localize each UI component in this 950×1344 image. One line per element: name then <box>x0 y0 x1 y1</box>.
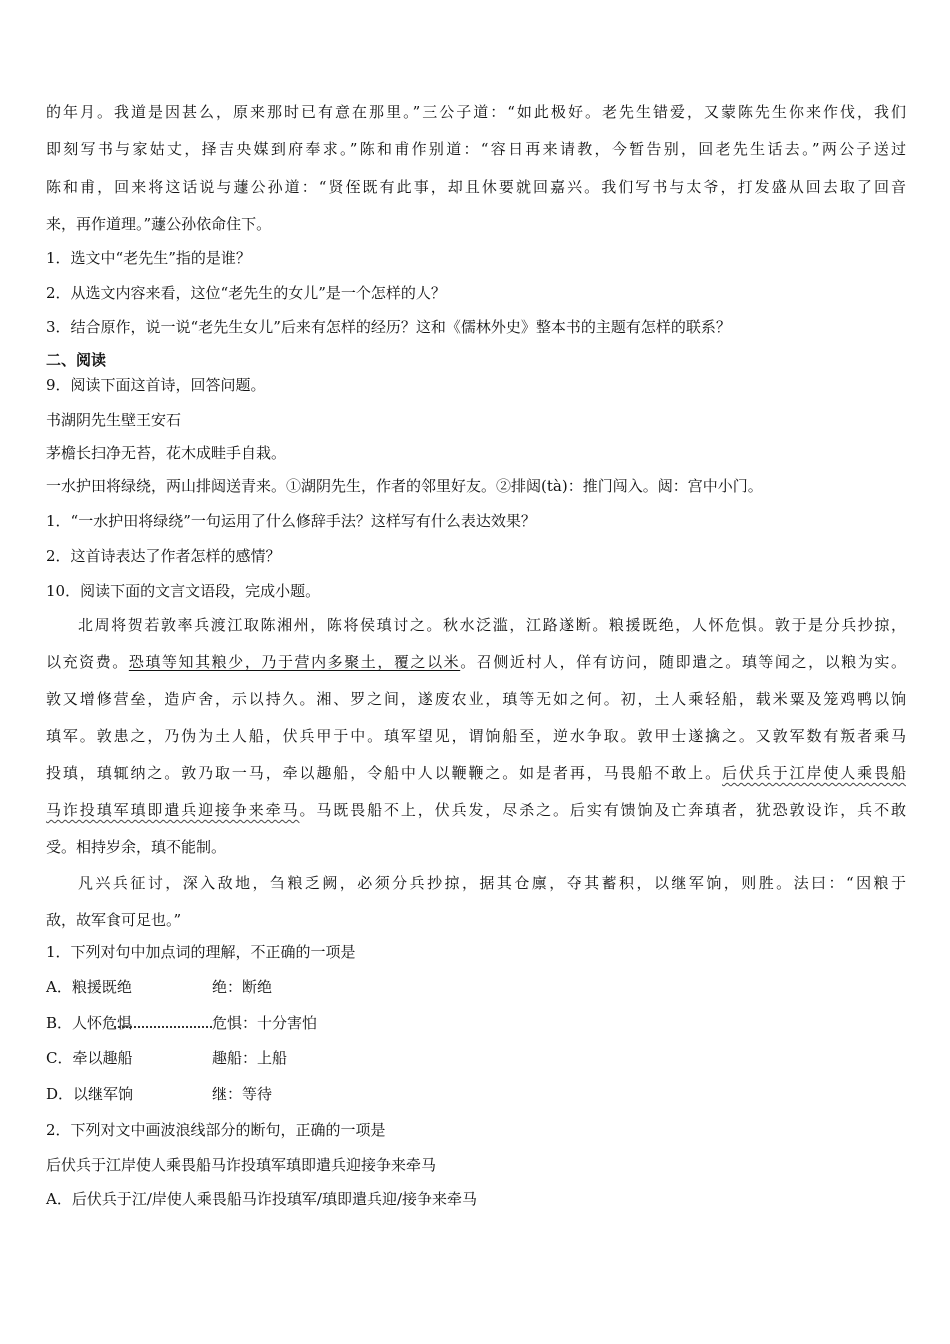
option-label: A．粮援既绝 <box>46 978 132 996</box>
wavy-underlined-text: 后伏兵于江岸使人乘畏船 <box>721 764 906 782</box>
passage-line: 敌，故军食可足也。” <box>46 911 182 929</box>
question-item: 1．下列对句中加点词的理解，不正确的一项是 <box>46 943 356 961</box>
option-gloss: 趣船：上船 <box>212 1049 288 1067</box>
passage-line <box>46 763 906 783</box>
passage-line: 即刻写书与家姑丈，择吉央媒到府奉求。”陈和甫作别道：“容日再来请教，今暂告别，回老先生话去。”两公子送过 <box>46 140 906 158</box>
question-item: 1．“一水护田将绿绕”一句运用了什么修辞手法？这样写有什么表达效果？ <box>46 512 536 530</box>
passage-line: 的年月。我道是因甚么，原来那时已有意在那里。”三公子道：“如此极好。老先生错爱，又蒙陈先生你来作伐，我们 <box>46 103 906 121</box>
passage-line: 北周将贺若敦率兵渡江取陈湘州，陈将侯瑱讨之。秋水泛滥，江路遂断。粮援既绝，人怀危惧。敦于是分兵抄掠， <box>78 616 906 634</box>
poem-line: 一水护田将绿绕，两山排闼送青来。 <box>46 477 287 495</box>
option-row <box>46 1048 287 1068</box>
option-label: B．人怀危惧 <box>46 1014 133 1032</box>
passage-line: 来，再作道理。”蘧公孙依命住下。 <box>46 215 272 233</box>
passage-line: 凡兴兵征讨，深入敌地，刍粮乏阙，必须分兵抄掠，据其仓廪，夺其蓄积，以继军饷，则胜。法曰：“因粮于 <box>78 874 906 892</box>
dotted-marker <box>114 1016 212 1028</box>
passage-text: 。召侧近村人，佯有访问，随即遣之。瑱等闻之，以粮为实。 <box>460 653 906 671</box>
passage-line: 受。相持岁余，瑱不能制。 <box>46 838 227 856</box>
question-item: 2．从选文内容来看，这位“老先生的女儿”是一个怎样的人？ <box>46 284 446 302</box>
passage-text: 投瑱，瑱辄纳之。敦乃取一马，牵以趣船，令船中人以鞭鞭之。如是者再，马畏船不敢上。 <box>46 764 722 782</box>
option-row <box>46 977 272 997</box>
passage-line: 敦又增修营垒，造庐舍，示以持久。湘、罗之间，遂废农业，瑱等无如之何。初，土人乘轻船，载米粟及笼鸡鸭以饷 <box>46 690 906 708</box>
question-item: 2．下列对文中画波浪线部分的断句，正确的一项是 <box>46 1121 386 1139</box>
option-gloss: 危惧：十分害怕 <box>212 1014 318 1032</box>
poem-line: 茅檐长扫净无苔，花木成畦手自栽。 <box>46 444 287 462</box>
section-heading: 二、阅读 <box>46 351 107 369</box>
option-row <box>46 1084 272 1104</box>
poem-note: ①湖阴先生，作者的邻里好友。②排闼(tà)：推门闯入。闼：宫中小门。 <box>286 477 763 495</box>
passage-line: 陈和甫，回来将这话说与蘧公孙道：“贤侄既有此事，却且休要就回嘉兴。我们写书与太爷，打发盛从回去取了回音 <box>46 178 906 196</box>
question-item: 2．这首诗表达了作者怎样的感情？ <box>46 547 281 565</box>
passage-text: 以充资费。 <box>46 653 129 671</box>
option-row: A．后伏兵于江/岸使人乘畏船马诈投瑱军/瑱即遣兵迎/接争来牵马 <box>46 1190 477 1208</box>
passage-line <box>46 800 906 820</box>
poem-line-with-note <box>46 476 763 496</box>
passage-line: 瑱军。敦患之，乃伪为土人船，伏兵甲于中。瑱军望见，谓饷船至，逆水争取。敦甲士遂擒之。又敦军数有叛者乘马 <box>46 727 906 745</box>
question-text: 后伏兵于江岸使人乘畏船马诈投瑱军瑱即遣兵迎接争来牵马 <box>46 1156 437 1174</box>
option-label: C．牵以趣船 <box>46 1049 133 1067</box>
passage-text: 。马既畏船不上，伏兵发，尽杀之。后实有馈饷及亡奔瑱者，犹恐敦设诈，兵不敢 <box>299 801 906 819</box>
question-stem: 9．阅读下面这首诗，回答问题。 <box>46 376 266 394</box>
passage-line <box>46 652 906 672</box>
underlined-sentence: 恐瑱等知其粮少，乃于营内多聚土，覆之以米 <box>128 653 461 671</box>
poem-title: 书湖阴先生壁王安石 <box>46 411 182 429</box>
option-label: D．以继军饷 <box>46 1085 134 1103</box>
question-stem: 10．阅读下面的文言文语段，完成小题。 <box>46 582 321 600</box>
option-gloss: 绝：断绝 <box>212 978 273 996</box>
wavy-underlined-text: 马诈投瑱军瑱即遣兵迎接争来牵马 <box>46 801 300 819</box>
question-item: 3．结合原作，说一说“老先生女儿”后来有怎样的经历？这和《儒林外史》整本书的主题有怎样的联系？ <box>46 318 731 336</box>
option-gloss: 继：等待 <box>212 1085 273 1103</box>
option-row <box>46 1013 317 1033</box>
question-item: 1．选文中“老先生”指的是谁？ <box>46 249 251 267</box>
